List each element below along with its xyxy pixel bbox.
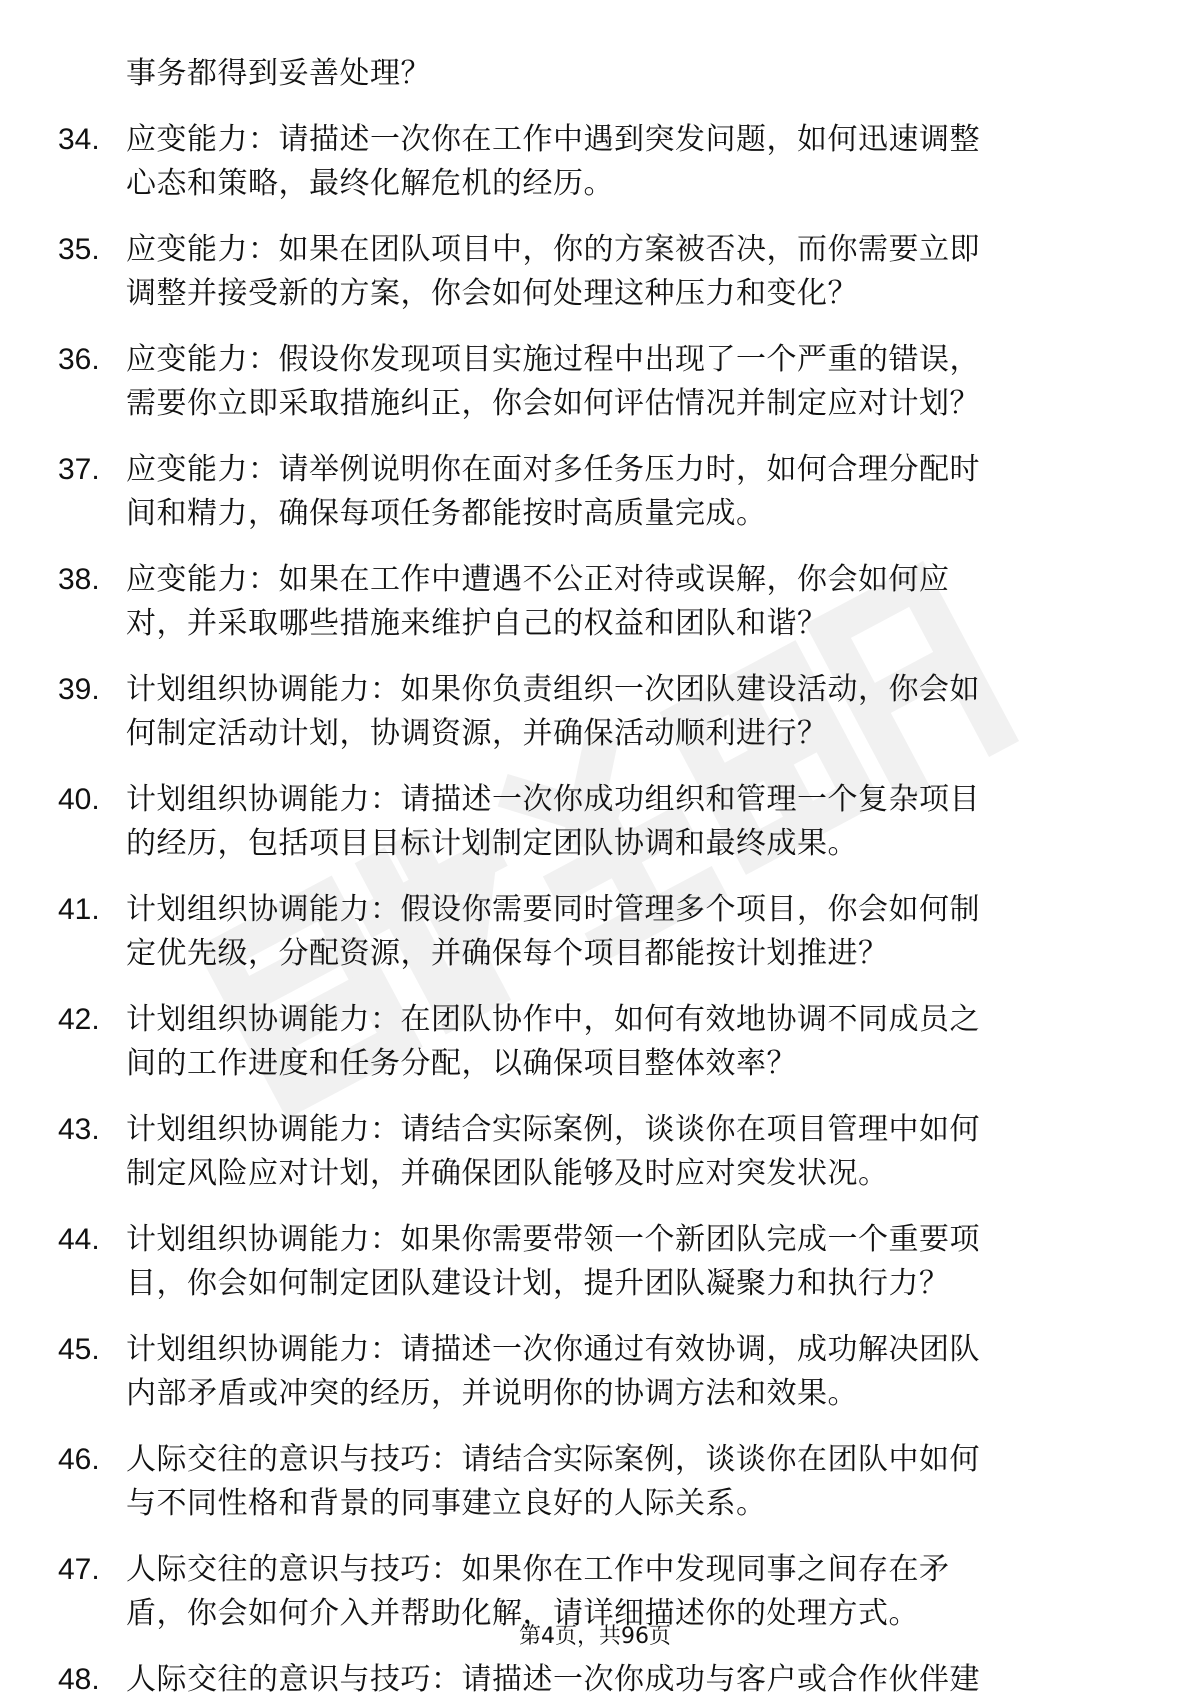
item-text (126, 338, 1118, 426)
item-text-line: 应变能力：请举例说明你在面对多任务压力时，如何合理分配时 (126, 452, 980, 487)
item-text (126, 1218, 1118, 1306)
list-item (58, 778, 1118, 866)
item-number: 47. (58, 1553, 100, 1586)
item-text (126, 558, 1118, 646)
item-text-line: 计划组织协调能力：在团队协作中，如何有效地协调不同成员之 (126, 1002, 980, 1037)
list-item (58, 448, 1118, 536)
list-item (58, 668, 1118, 756)
list-item (58, 1328, 1118, 1416)
item-text (126, 1438, 1118, 1526)
item-number: 41. (58, 893, 100, 926)
item-text (126, 778, 1118, 866)
item-text-line: 计划组织协调能力：如果你负责组织一次团队建设活动，你会如 (126, 672, 980, 707)
item-text (126, 668, 1118, 756)
list-item (58, 1438, 1118, 1526)
item-number: 38. (58, 563, 100, 596)
item-number: 43. (58, 1113, 100, 1146)
item-text-line: 制定风险应对计划，并确保团队能够及时应对突发状况。 (126, 1156, 889, 1191)
item-text (126, 1328, 1118, 1416)
item-text (126, 1658, 1118, 1702)
item-text (126, 888, 1118, 976)
list-item (58, 1218, 1118, 1306)
item-number: 45. (58, 1333, 100, 1366)
item-text-line: 调整并接受新的方案，你会如何处理这种压力和变化？ (126, 276, 858, 311)
item-text-line: 计划组织协调能力：请结合实际案例，谈谈你在项目管理中如何 (126, 1112, 980, 1147)
list-item (58, 1658, 1118, 1702)
item-text-line: 人际交往的意识与技巧：请描述一次你成功与客户或合作伙伴建 (126, 1662, 980, 1697)
item-text-line: 计划组织协调能力：请描述一次你通过有效协调，成功解决团队 (126, 1332, 980, 1367)
item-number: 46. (58, 1443, 100, 1476)
item-text (126, 448, 1118, 536)
item-text-line: 内部矛盾或冲突的经历，并说明你的协调方法和效果。 (126, 1376, 858, 1411)
list-item (58, 558, 1118, 646)
list-item (58, 228, 1118, 316)
continuation-text: 事务都得到妥善处理？ (126, 56, 431, 91)
item-text-line: 应变能力：如果在工作中遭遇不公正对待或误解，你会如何应 (126, 562, 950, 597)
item-text-line: 计划组织协调能力：请描述一次你成功组织和管理一个复杂项目 (126, 782, 980, 817)
item-number: 40. (58, 783, 100, 816)
item-number: 48. (58, 1663, 100, 1696)
item-text-line: 应变能力：假设你发现项目实施过程中出现了一个严重的错误， (126, 342, 980, 377)
item-text-line: 定优先级，分配资源，并确保每个项目都能按计划推进？ (126, 936, 889, 971)
item-text-line: 对，并采取哪些措施来维护自己的权益和团队和谐？ (126, 606, 828, 641)
question-list (58, 52, 1118, 1702)
item-text-line: 间和精力，确保每项任务都能按时高质量完成。 (126, 496, 767, 531)
item-text-line: 人际交往的意识与技巧：请结合实际案例，谈谈你在团队中如何 (126, 1442, 980, 1477)
list-item (58, 338, 1118, 426)
item-text-line: 人际交往的意识与技巧：如果你在工作中发现同事之间存在矛 (126, 1552, 950, 1587)
item-text (126, 118, 1118, 206)
item-text (126, 228, 1118, 316)
item-number: 36. (58, 343, 100, 376)
list-item (58, 888, 1118, 976)
item-number: 39. (58, 673, 100, 706)
list-item (58, 1108, 1118, 1196)
item-text-line: 目，你会如何制定团队建设计划，提升团队凝聚力和执行力？ (126, 1266, 950, 1301)
list-item (58, 118, 1118, 206)
item-number: 44. (58, 1223, 100, 1256)
item-text-line: 心态和策略，最终化解危机的经历。 (126, 166, 614, 201)
item-text-line: 需要你立即采取措施纠正，你会如何评估情况并制定应对计划？ (126, 386, 980, 421)
item-text-line: 间的工作进度和任务分配，以确保项目整体效率？ (126, 1046, 797, 1081)
item-number: 37. (58, 453, 100, 486)
item-number: 35. (58, 233, 100, 266)
item-text-line: 与不同性格和背景的同事建立良好的人际关系。 (126, 1486, 767, 1521)
item-text-line: 盾，你会如何介入并帮助化解，请详细描述你的处理方式。 (126, 1596, 919, 1631)
list-item (58, 998, 1118, 1086)
item-number: 34. (58, 123, 100, 156)
item-text (126, 1108, 1118, 1196)
item-number: 42. (58, 1003, 100, 1036)
item-text-line: 计划组织协调能力：如果你需要带领一个新团队完成一个重要项 (126, 1222, 980, 1257)
item-text-line: 应变能力：如果在团队项目中，你的方案被否决，而你需要立即 (126, 232, 980, 267)
item-text-line: 计划组织协调能力：假设你需要同时管理多个项目，你会如何制 (126, 892, 980, 927)
item-text-line: 的经历，包括项目目标计划制定团队协调和最终成果。 (126, 826, 858, 861)
item-text-line: 何制定活动计划，协调资源，并确保活动顺利进行？ (126, 716, 828, 751)
item-text-line: 应变能力：请描述一次你在工作中遇到突发问题，如何迅速调整 (126, 122, 980, 157)
page-number: 第4页，共96页 (519, 1624, 671, 1649)
item-text (126, 998, 1118, 1086)
